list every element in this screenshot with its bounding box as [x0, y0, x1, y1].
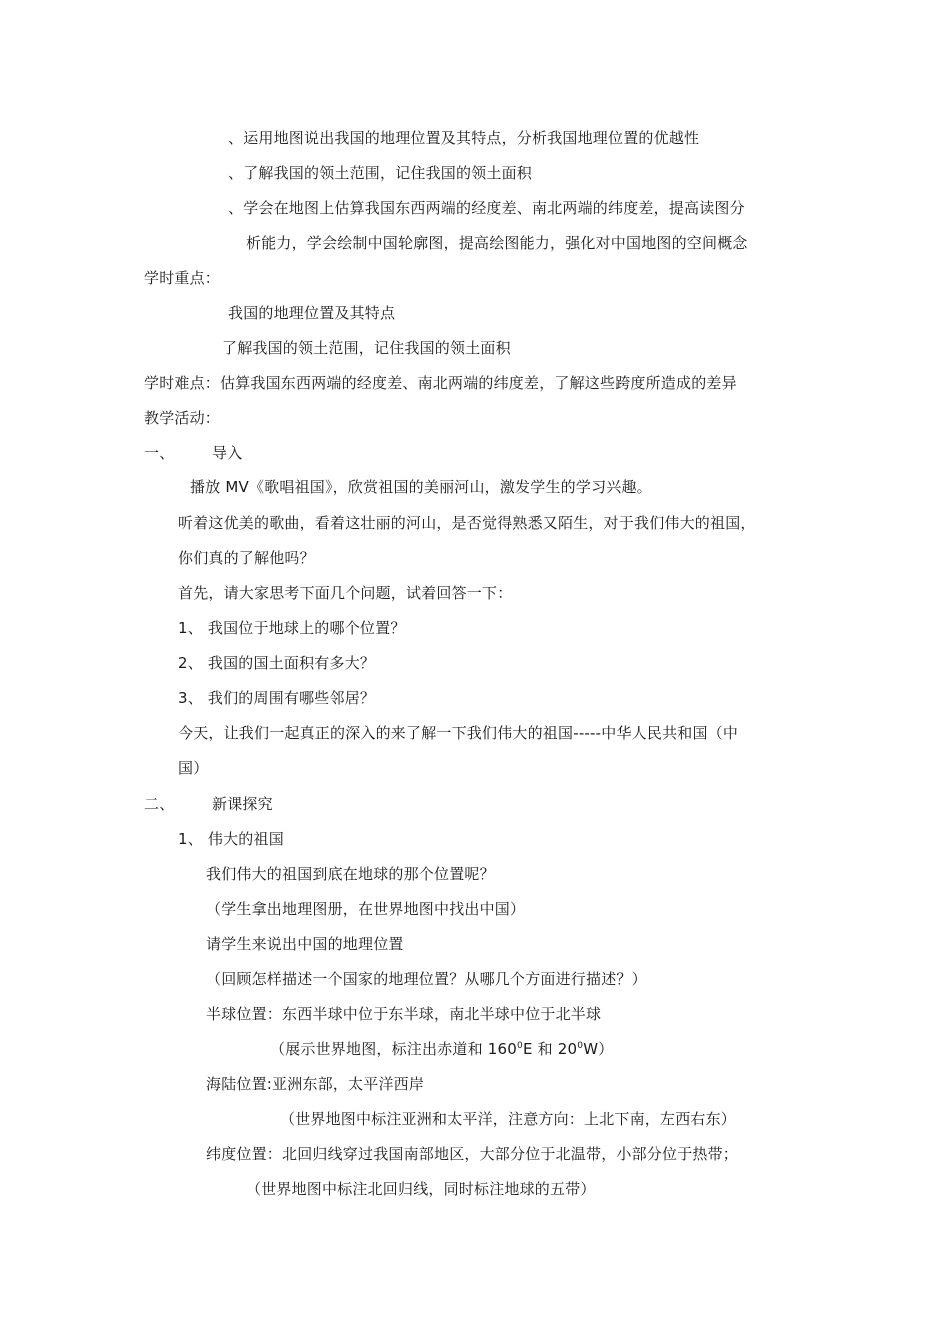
objective-3: 、学会在地图上估算我国东西两端的经度差、南北两端的纬度差，提高读图分	[228, 199, 745, 217]
section-1-paragraph-3: 首先，请大家思考下面几个问题，试着回答一下：	[178, 584, 513, 602]
question-2: 2、 我国的国土面积有多大？	[178, 654, 376, 672]
section-2-line-4: （回顾怎样描述一个国家的地理位置？从哪几个方面进行描述？）	[206, 970, 647, 988]
objective-1: 、运用地图说出我国的地理位置及其特点，分析我国地理位置的优越性	[228, 129, 700, 147]
section-1-paragraph-1: 播放 MV《歌唱祖国》，欣赏祖国的美丽河山，激发学生的学习兴趣。	[190, 478, 652, 496]
degree-symbol-2: 0	[577, 1041, 584, 1051]
section-2-line-2: （学生拿出地理图册，在世界地图中找出中国）	[206, 900, 526, 918]
objective-3-continued: 析能力，学会绘制中国轮廓图，提高绘图能力，强化对中国地图的空间概念	[246, 234, 748, 252]
map-note-text-1: （展示世界地图，标注出赤道和 160	[270, 1040, 517, 1058]
section-1-title: 导入	[212, 444, 243, 462]
key-point-2: 了解我国的领土范围，记住我国的领土面积	[222, 339, 511, 357]
section-2-number: 二、	[144, 795, 175, 813]
activities-heading: 教学活动：	[144, 409, 221, 427]
subsection-1-title: 1、 伟大的祖国	[178, 830, 284, 848]
hemisphere-map-note	[270, 1039, 613, 1059]
objective-2: 、了解我国的领土范围，记住我国的领土面积	[228, 164, 533, 182]
hemisphere-position: 半球位置：东西半球中位于东半球，南北半球中位于北半球	[206, 1005, 602, 1023]
sea-land-position: 海陆位置:亚洲东部，太平洋西岸	[206, 1075, 425, 1093]
key-point-1: 我国的地理位置及其特点	[228, 304, 396, 322]
section-1-paragraph-2: 听着这优美的歌曲，看着这壮丽的河山，是否觉得熟悉又陌生，对于我们伟大的祖国，	[178, 514, 756, 532]
latitude-map-note: （世界地图中标注北回归线，同时标注地球的五带）	[246, 1180, 596, 1198]
section-2-line-3: 请学生来说出中国的地理位置	[206, 935, 404, 953]
section-2-line-1: 我们伟大的祖国到底在地球的那个位置呢？	[206, 865, 495, 883]
section-2-title: 新课探究	[212, 795, 273, 813]
section-1-paragraph-2-continued: 你们真的了解他吗？	[178, 549, 315, 567]
question-1: 1、 我国位于地球上的哪个位置？	[178, 619, 406, 637]
map-note-text-2: E 和 20	[522, 1040, 578, 1058]
latitude-position: 纬度位置：北回归线穿过我国南部地区，大部分位于北温带，小部分位于热带；	[206, 1145, 739, 1163]
question-3: 3、 我们的周围有哪些邻居？	[178, 689, 376, 707]
section-1-paragraph-4: 今天，让我们一起真正的深入的来了解一下我们伟大的祖国-----中华人民共和国（中	[178, 724, 739, 742]
difficulty-line: 学时难点：估算我国东西两端的经度差、南北两端的纬度差，了解这些跨度所造成的差异	[144, 374, 737, 392]
section-1-number: 一、	[144, 444, 175, 462]
sea-land-map-note: （世界地图中标注亚洲和太平洋，注意方向：上北下南，左西右东）	[280, 1110, 737, 1128]
map-note-text-3: W）	[583, 1040, 614, 1058]
degree-symbol-1: 0	[517, 1041, 523, 1051]
key-points-heading: 学时重点：	[144, 269, 221, 287]
section-1-paragraph-4-continued: 国）	[178, 759, 209, 777]
